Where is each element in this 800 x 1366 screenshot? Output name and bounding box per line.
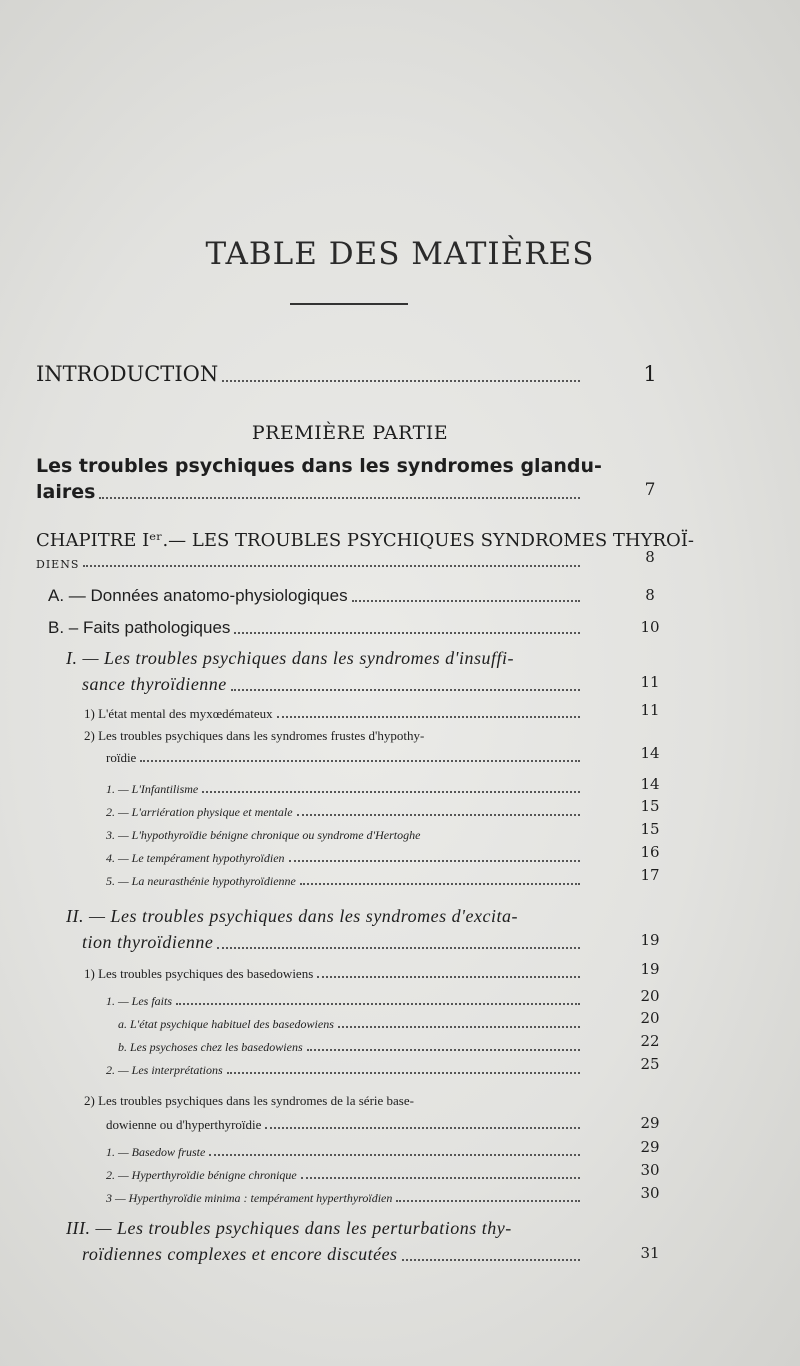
toc-page: 29: [640, 1114, 660, 1132]
toc-label: 1) Les troubles psychiques des basedowiens: [84, 966, 314, 981]
leader-dots: [227, 1072, 580, 1074]
toc-page: 19: [640, 960, 660, 978]
toc-label: 1. — L'Infantilisme: [106, 782, 199, 796]
leader-dots: [402, 1259, 580, 1261]
toc-entry-II-1-item: [118, 1017, 584, 1032]
toc-entry-I-1: [84, 706, 584, 722]
toc-page: 30: [640, 1161, 660, 1179]
toc-entry-III: [82, 1244, 584, 1265]
toc-entry-I-2: [106, 750, 584, 766]
toc-entry-I-2-item: [106, 805, 584, 820]
toc-entry-II-1-item: [106, 994, 584, 1009]
leader-dots: [265, 1127, 580, 1129]
leader-dots: [202, 791, 580, 793]
toc-page: 16: [640, 843, 660, 861]
toc-label: b. Les psychoses chez les basedowiens: [118, 1040, 303, 1054]
toc-page: 22: [640, 1032, 660, 1050]
leader-dots: [317, 976, 580, 978]
toc-entry-part-title: [36, 481, 584, 503]
section-III-line1: III. — Les troubles psychiques dans les perturbations thy-: [66, 1218, 512, 1238]
toc-page: 1: [643, 362, 657, 386]
toc-label: 3. — L'hypothyroïdie bénigne chronique ou syndrome d'Hertoghe: [106, 828, 421, 842]
toc-entry-A: [48, 586, 584, 606]
leader-dots: [396, 1200, 580, 1202]
part-heading: PREMIÈRE PARTIE: [251, 422, 449, 444]
toc-entry-II: [82, 932, 584, 953]
leader-dots: [338, 1026, 580, 1028]
toc-page: 8: [645, 548, 655, 566]
toc-page: 20: [640, 987, 660, 1005]
toc-page: 29: [640, 1138, 660, 1156]
toc-label: roïdie: [106, 750, 137, 765]
toc-entry-B: [48, 618, 584, 638]
chapter-text: CHAPITRE Iᵉʳ.— LES TROUBLES PSYCHIQUES SYNDROMES THYROÏ-: [36, 530, 695, 551]
toc-label: B. – Faits pathologiques: [48, 618, 231, 637]
toc-label: 1. — Les faits: [106, 994, 173, 1008]
leader-dots: [83, 565, 580, 567]
toc-entry-II-2-item: [106, 1191, 584, 1206]
toc-label: laires: [36, 481, 96, 503]
leader-dots: [297, 814, 580, 816]
toc-entry-II-1: [84, 966, 584, 982]
leader-dots: [289, 860, 580, 862]
toc-page: 7: [644, 480, 656, 500]
toc-label: 1. — Basedow fruste: [106, 1145, 206, 1159]
section-I-2-line1: 2) Les troubles psychiques dans les syndromes frustes d'hypothy-: [84, 728, 425, 743]
leader-dots: [140, 760, 580, 762]
leader-dots: [300, 883, 580, 885]
toc-page: 15: [640, 797, 660, 815]
toc-label: 2. — Hyperthyroïdie bénigne chronique: [106, 1168, 297, 1182]
toc-page: 11: [640, 673, 660, 691]
toc-page: 25: [640, 1055, 660, 1073]
leader-dots: [176, 1003, 580, 1005]
leader-dots: [301, 1177, 580, 1179]
toc-entry-I-2-item: [106, 828, 584, 843]
toc-page: 11: [640, 701, 660, 719]
toc-page: 14: [640, 775, 660, 793]
toc-entry-II-2: [106, 1117, 584, 1133]
leader-dots: [277, 716, 580, 718]
toc-label: 4. — Le tempérament hypothyroïdien: [106, 851, 285, 865]
toc-entry-II-1-item: [106, 1063, 584, 1078]
part-title-line1: Les troubles psychiques dans les syndromes glandu-: [36, 455, 602, 477]
toc-label: sance thyroïdienne: [82, 674, 227, 694]
toc-label: 1) L'état mental des myxœdémateux: [84, 706, 273, 721]
toc-label: roïdiennes complexes et encore discutées: [82, 1244, 398, 1264]
toc-label: DIENS: [36, 558, 80, 571]
toc-entry-I: [82, 674, 584, 695]
toc-entry-II-2-item: [106, 1168, 584, 1183]
toc-entry-I-2-item: [106, 874, 584, 889]
toc-entry-chapter: [36, 558, 584, 571]
toc-page: 10: [640, 618, 660, 636]
title-rule: [290, 303, 408, 305]
toc-page: 15: [640, 820, 660, 838]
toc-page: 30: [640, 1184, 660, 1202]
toc-label: 3 — Hyperthyroïdie minima : tempérament hyperthyroïdien: [106, 1191, 393, 1205]
section-II-line1: II. — Les troubles psychiques dans les syndromes d'excita-: [66, 906, 518, 926]
toc-page: 19: [640, 931, 660, 949]
toc-page: 17: [640, 866, 660, 884]
leader-dots: [234, 632, 580, 634]
toc-label: INTRODUCTION: [36, 362, 219, 386]
toc-label: 2. — L'arriération physique et mentale: [106, 805, 293, 819]
leader-dots: [222, 380, 580, 382]
chapter-line1: [36, 530, 694, 551]
section-I-line1: I. — Les troubles psychiques dans les syndromes d'insuffi-: [66, 648, 514, 668]
leader-dots: [231, 689, 580, 691]
toc-entry-I-2-item: [106, 782, 584, 797]
leader-dots: [307, 1049, 580, 1051]
toc-label: tion thyroïdienne: [82, 932, 214, 952]
toc-label: dowienne ou d'hyperthyroïdie: [106, 1117, 262, 1132]
leader-dots: [209, 1154, 580, 1156]
toc-entry-II-1-item: [118, 1040, 584, 1055]
toc-label: a. L'état psychique habituel des basedowiens: [118, 1017, 334, 1031]
toc-page: 20: [640, 1009, 660, 1027]
toc-entry-introduction: [36, 362, 584, 386]
toc-label: 5. — La neurasthénie hypothyroïdienne: [106, 874, 296, 888]
leader-dots: [352, 600, 580, 602]
toc-page: 8: [645, 586, 655, 604]
toc-label: 2. — Les interprétations: [106, 1063, 223, 1077]
toc-page: 31: [640, 1244, 660, 1262]
toc-page: 14: [640, 744, 660, 762]
leader-dots: [99, 497, 580, 499]
toc-entry-II-2-item: [106, 1145, 584, 1160]
toc-label: A. — Données anatomo-physiologiques: [48, 586, 348, 605]
toc-entry-I-2-item: [106, 851, 584, 866]
leader-dots: [217, 947, 580, 949]
section-II-2-line1: 2) Les troubles psychiques dans les syndromes de la série base-: [84, 1093, 414, 1108]
page-title: TABLE DES MATIÈRES: [205, 236, 595, 272]
